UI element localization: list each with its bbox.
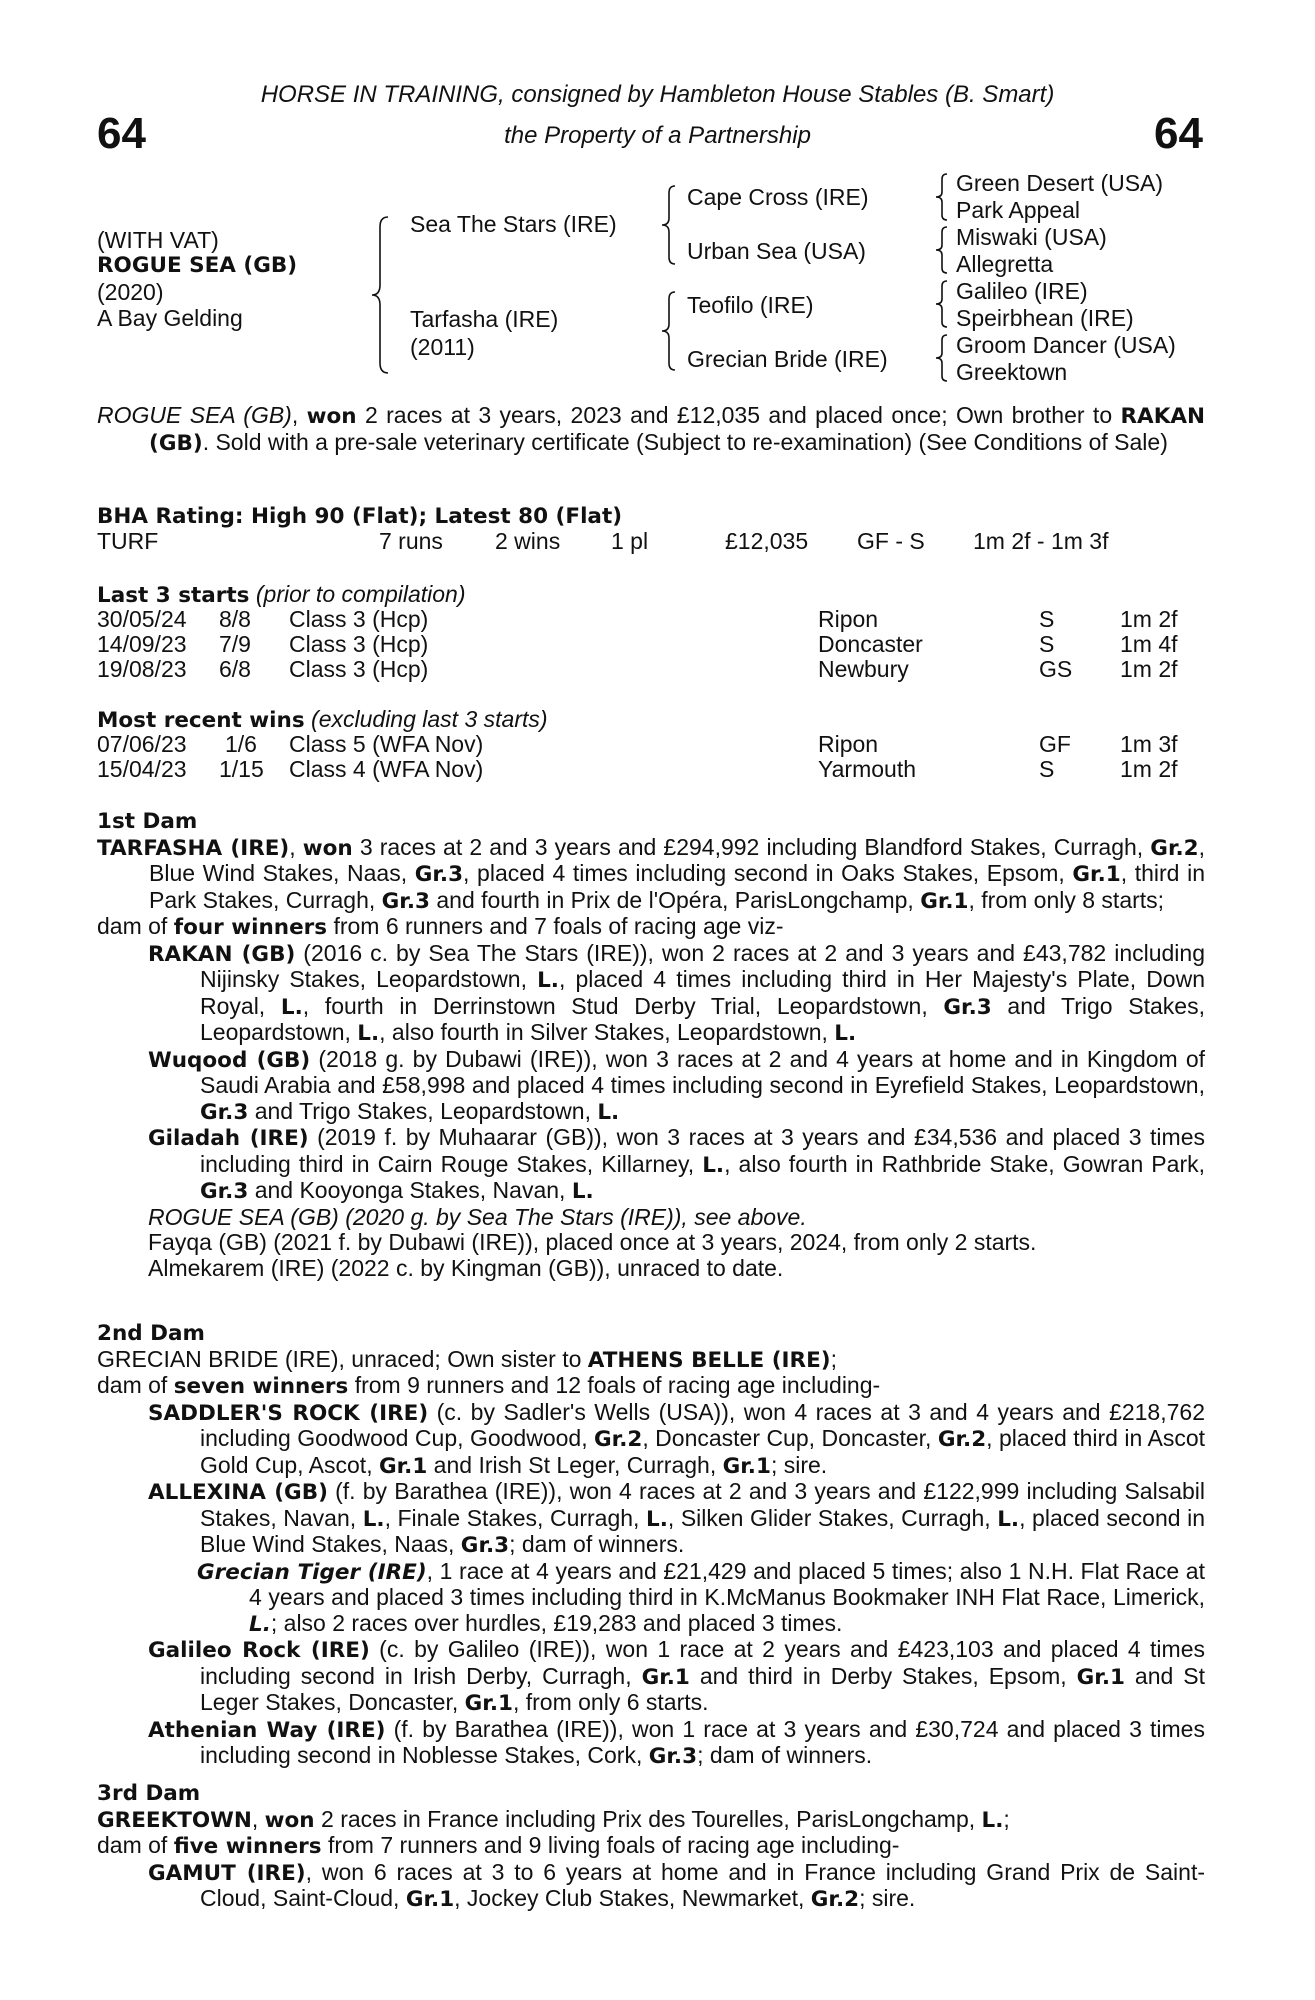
rating-surface: TURF <box>97 528 159 554</box>
pedigree-g3-8: Greektown <box>956 359 1068 385</box>
summary-text1: 2 races at 3 years, 2023 and £12,035 and placed once; Own brother to <box>356 402 1121 428</box>
third-dam-section <box>97 1781 1205 1913</box>
start-distance: 1m 4f <box>1120 631 1178 657</box>
third-dam-produce: dam of five winners from 7 runners and 9 living foals of racing age including- <box>97 1832 900 1859</box>
last-starts-subtitle: (prior to compilation) <box>249 581 466 607</box>
pedigree-brace-g3-2 <box>932 225 950 275</box>
win-race: Class 5 (WFA Nov) <box>289 731 484 757</box>
second-dam-heading: 2nd Dam <box>97 1321 205 1346</box>
pedigree-sire-dam: Urban Sea (USA) <box>687 238 866 264</box>
pedigree-g3-4: Allegretta <box>956 251 1054 277</box>
pedigree-g3-1: Green Desert (USA) <box>956 170 1164 196</box>
third-dam-heading: 3rd Dam <box>97 1781 201 1806</box>
last-starts-heading <box>97 582 466 609</box>
table-row <box>97 607 1217 632</box>
second-dam-produce: dam of seven winners from 9 runners and 12 foals of racing age including- <box>97 1372 881 1399</box>
table-row <box>97 732 1217 757</box>
start-race: Class 3 (Hcp) <box>289 656 429 682</box>
start-date: 30/05/24 <box>97 606 187 632</box>
pedigree-brace-sire <box>658 184 678 266</box>
pedigree-g3-5: Galileo (IRE) <box>956 278 1088 304</box>
summary-sep: , <box>291 402 307 428</box>
pedigree-brace-g3-4 <box>932 333 950 383</box>
start-distance: 1m 2f <box>1120 606 1178 632</box>
table-row <box>97 757 1217 782</box>
start-race: Class 3 (Hcp) <box>289 631 429 657</box>
pedigree-g3-6: Speirbhean (IRE) <box>956 305 1134 331</box>
pedigree-g3-7: Groom Dancer (USA) <box>956 332 1176 358</box>
start-date: 19/08/23 <box>97 656 187 682</box>
list-item: Almekarem (IRE) (2022 c. by Kingman (GB)), unraced to date. <box>148 1254 784 1281</box>
first-dam-heading: 1st Dam <box>97 809 198 834</box>
horse-description: A Bay Gelding <box>97 305 243 331</box>
list-item: ALLEXINA (GB) (f. by Barathea (IRE)), won 4 races at 2 and 3 years and £122,999 including Salsabil Stakes, Navan, L., Finale Stakes, Curragh, L., Silken Glider Stakes, Curragh, L., placed second in Blue Wind Stakes, Naas, Gr.3; dam of winners. <box>148 1478 1206 1558</box>
table-row <box>97 632 1217 657</box>
win-distance: 1m 2f <box>1120 756 1178 782</box>
win-position: 1/15 <box>219 756 264 782</box>
win-course: Ripon <box>818 731 879 757</box>
start-course: Doncaster <box>818 631 923 657</box>
pedigree-brace-g3-3 <box>932 279 950 329</box>
horse-name: ROGUE SEA (GB) <box>97 253 298 278</box>
rating-wins: 2 wins <box>495 528 561 554</box>
list-item: GAMUT (IRE), won 6 races at 3 to 6 years at home and in France including Grand Prix de Saint-Cloud, Saint-Cloud, Gr.1, Jockey Club Stakes, Newmarket, Gr.2; sire. <box>148 1858 1206 1912</box>
pedigree-brace-main <box>368 215 392 375</box>
list-item: RAKAN (GB) (2016 c. by Sea The Stars (IRE)), won 2 races at 2 and 3 years and £43,782 including Nijinsky Stakes, Leopardstown, L., placed 4 times including third in Her Majesty's Plate, Down Royal, L., fourth in Derrinstown Stud Derby Trial, Leopardstown, Gr.3 and Trigo Stakes, Leopardstown, L., also fourth in Silver Stakes, Leopardstown, L. <box>148 939 1206 1046</box>
start-position: 7/9 <box>219 631 251 657</box>
win-race: Class 4 (WFA Nov) <box>289 756 484 782</box>
list-item: SADDLER'S ROCK (IRE) (c. by Sadler's Wells (USA)), won 4 races at 3 and 4 years and £218,762 including Goodwood Cup, Goodwood, Gr.2, Doncaster Cup, Doncaster, Gr.2, placed third in Ascot Gold Cup, Ascot, Gr.1 and Irish St Leger, Curragh, Gr.1; sire. <box>148 1398 1205 1479</box>
start-position: 6/8 <box>219 656 251 682</box>
third-dam-record: GREEKTOWN, won 2 races in France including Prix des Tourelles, ParisLongchamp, L.; <box>97 1805 1010 1833</box>
lot-number-right: 64 <box>1154 109 1203 158</box>
start-distance: 1m 2f <box>1120 656 1178 682</box>
second-dam-record: GRECIAN BRIDE (IRE), unraced; Own sister to ATHENS BELLE (IRE); <box>97 1345 838 1373</box>
start-position: 8/8 <box>219 606 251 632</box>
summary-text2: . Sold with a pre-sale veterinary certificate (Subject to re-examination) (See Conditions of Sale) <box>202 428 1168 455</box>
rating-distance: 1m 2f - 1m 3f <box>973 528 1109 554</box>
recent-wins-title: Most recent wins <box>97 708 305 733</box>
horse-summary <box>97 403 1205 456</box>
bha-rating: BHA Rating: High 90 (Flat); Latest 80 (Flat) <box>97 504 623 529</box>
pedigree-dam-year: (2011) <box>410 334 475 360</box>
win-distance: 1m 3f <box>1120 731 1178 757</box>
recent-wins-heading <box>97 707 548 734</box>
list-item: ROGUE SEA (GB) (2020 g. by Sea The Stars (IRE)), see above. <box>148 1203 807 1230</box>
pedigree-dam: Tarfasha (IRE) <box>410 306 559 332</box>
win-position: 1/6 <box>225 731 257 757</box>
first-dam-section <box>97 809 1205 1281</box>
first-dam-record: TARFASHA (IRE), won 3 races at 2 and 3 years and £294,992 including Blandford Stakes, Curragh, Gr.2, Blue Wind Stakes, Naas, Gr.3, placed 4 times including second in Oaks Stakes, Epsom, Gr.1, third in Park Stakes, Curragh, Gr.3 and fourth in Prix de l'Opéra, ParisLongchamp, Gr.1, from only 8 starts; <box>97 833 1205 914</box>
won-label: won <box>302 835 353 861</box>
rating-placed: 1 pl <box>611 528 649 554</box>
last-starts-title: Last 3 starts <box>97 583 250 608</box>
win-date: 15/04/23 <box>97 756 187 782</box>
dam-name: TARFASHA (IRE) <box>97 835 290 861</box>
rating-earnings: £12,035 <box>725 528 809 554</box>
win-going: GF <box>1039 731 1071 757</box>
summary-won: won <box>306 404 357 429</box>
start-going: GS <box>1039 656 1073 682</box>
recent-wins-subtitle: (excluding last 3 starts) <box>304 706 548 732</box>
pedigree-sire-sire: Cape Cross (IRE) <box>687 184 869 210</box>
pedigree-g3-3: Miswaki (USA) <box>956 224 1107 250</box>
header-property: the Property of a Partnership <box>504 122 811 149</box>
header-consignor: HORSE IN TRAINING, consigned by Hambleton House Stables (B. Smart) <box>260 81 1055 108</box>
start-date: 14/09/23 <box>97 631 187 657</box>
pedigree-g3-2: Park Appeal <box>956 197 1081 223</box>
start-race: Class 3 (Hcp) <box>289 606 429 632</box>
pedigree-dam-sire: Teofilo (IRE) <box>687 292 814 318</box>
win-date: 07/06/23 <box>97 731 187 757</box>
list-item: Fayqa (GB) (2021 f. by Dubawi (IRE)), placed once at 3 years, 2024, from only 2 starts. <box>148 1229 1037 1255</box>
vat-note: (WITH VAT) <box>97 227 219 253</box>
pedigree-brace-dam <box>658 290 678 372</box>
list-item: Grecian Tiger (IRE), 1 race at 4 years and £21,429 and placed 5 times; also 1 N.H. Flat Race at 4 years and placed 3 times including third in K.McManus Bookmaker INH Flat Race, Limerick, L.; also 2 races over hurdles, £19,283 and placed 3 times. <box>197 1557 1205 1637</box>
start-going: S <box>1039 606 1055 632</box>
list-item: Athenian Way (IRE) (f. by Barathea (IRE)), won 1 race at 3 years and £30,724 and placed 3 times including second in Noblesse Stakes, Cork, Gr.3; dam of winners. <box>148 1715 1205 1769</box>
rating-runs: 7 runs <box>379 528 443 554</box>
pedigree-brace-g3-1 <box>932 172 950 222</box>
summary-horse-name: ROGUE SEA (GB) <box>97 402 292 428</box>
start-going: S <box>1039 631 1055 657</box>
first-dam-produce: dam of four winners from 6 runners and 7 foals of racing age viz- <box>97 913 784 940</box>
table-row <box>97 657 1217 682</box>
rating-summary-row <box>97 529 1217 554</box>
rating-going: GF - S <box>857 528 925 554</box>
list-item: Wuqood (GB) (2018 g. by Dubawi (IRE)), won 3 races at 2 and 4 years at home and in Kingdom of Saudi Arabia and £58,998 and placed 4 times including second in Eyrefield Stakes, Leopardstown, Gr.3 and Trigo Stakes, Leopardstown, L. <box>148 1045 1206 1125</box>
list-item: Giladah (IRE) (2019 f. by Muhaarar (GB)), won 3 races at 3 years and £34,536 and placed 3 times including third in Cairn Rouge Stakes, Killarney, L., also fourth in Rathbride Stake, Gowran Park, Gr.3 and Kooyonga Stakes, Navan, L. <box>148 1124 1205 1204</box>
lot-number-left: 64 <box>97 109 146 158</box>
start-course: Newbury <box>818 656 909 682</box>
horse-year: (2020) <box>97 279 164 305</box>
start-course: Ripon <box>818 606 879 632</box>
summary-brother: RAKAN (GB) <box>149 404 1205 456</box>
pedigree-sire: Sea The Stars (IRE) <box>410 211 617 237</box>
second-dam-section <box>97 1321 1205 1770</box>
list-item: Galileo Rock (IRE) (c. by Galileo (IRE)), won 1 race at 2 years and £423,103 and placed 4 times including second in Irish Derby, Curragh, Gr.1 and third in Derby Stakes, Epsom, Gr.1 and St Leger Stakes, Doncaster, Gr.1, from only 6 starts. <box>148 1636 1205 1716</box>
win-course: Yarmouth <box>818 756 917 782</box>
pedigree-dam-dam: Grecian Bride (IRE) <box>687 346 888 372</box>
win-going: S <box>1039 756 1055 782</box>
